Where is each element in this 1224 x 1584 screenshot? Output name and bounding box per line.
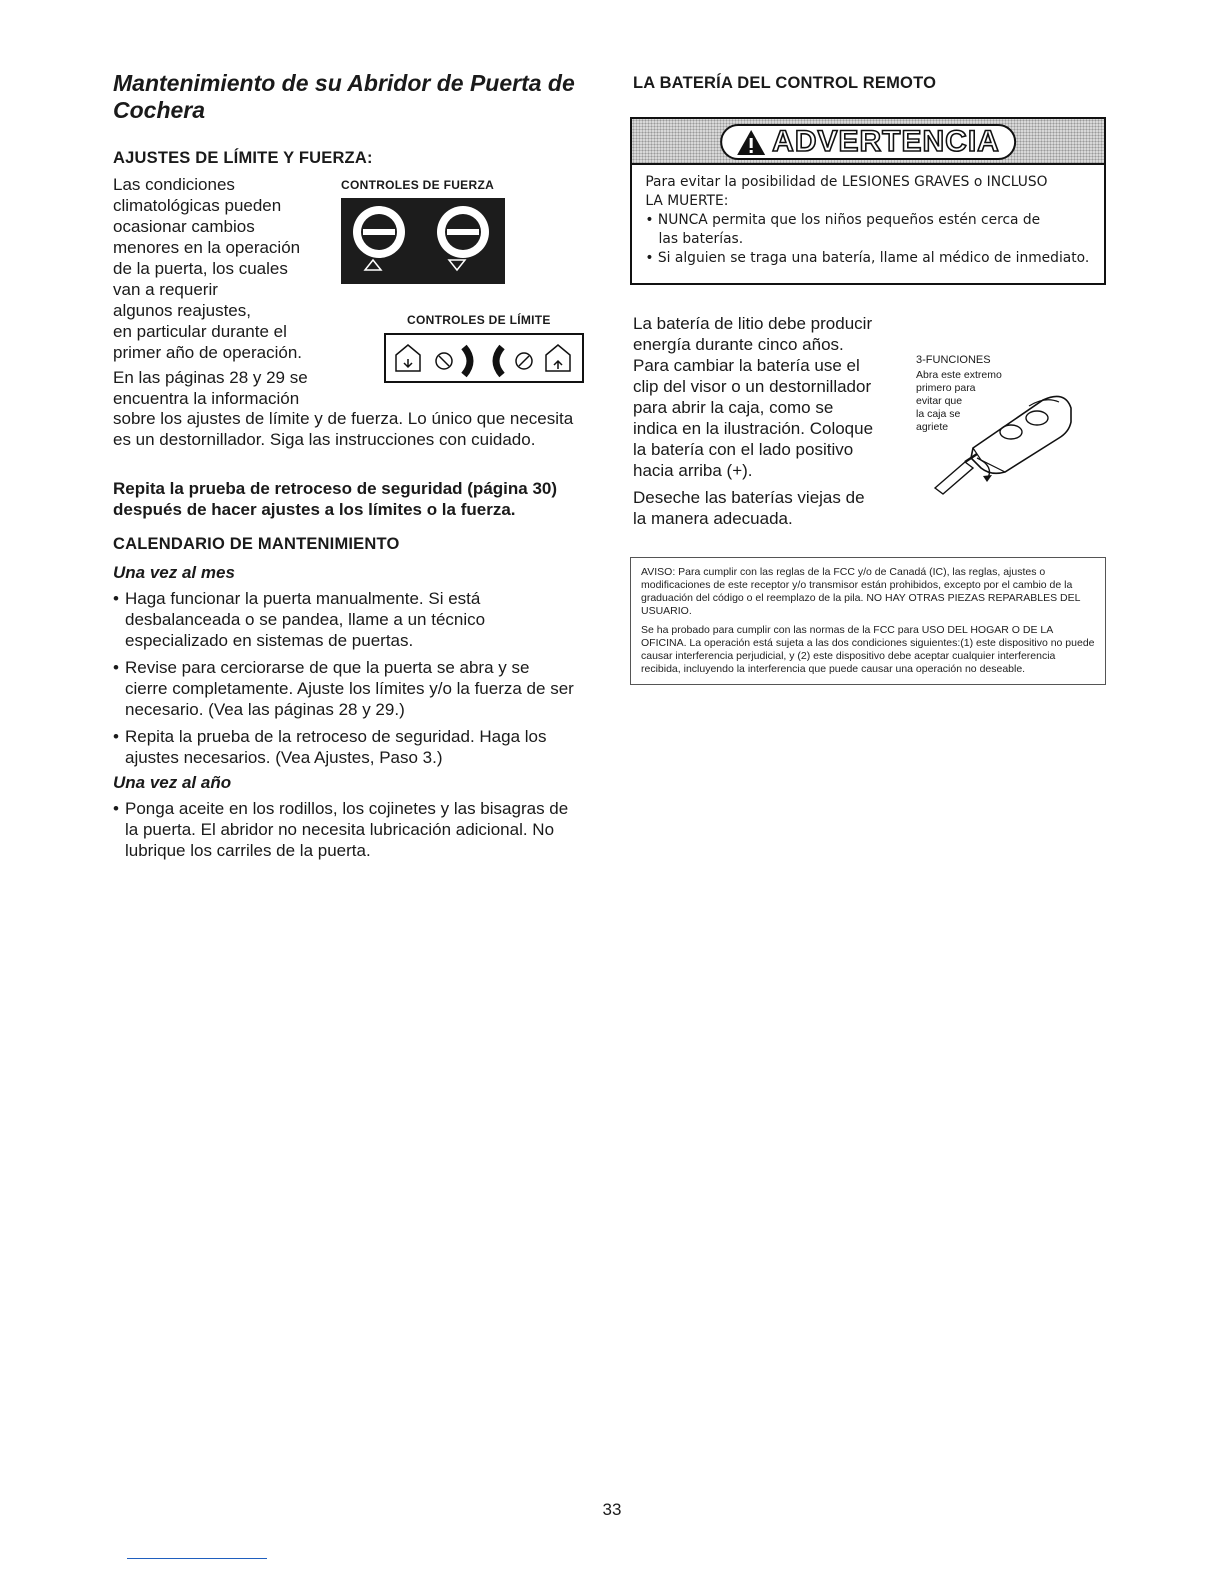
- warning-box: [630, 117, 1106, 285]
- caption-line: primero para: [916, 382, 976, 394]
- page-title: Mantenimiento de su Abridor de Puerta de Cochera: [113, 70, 575, 123]
- caption-line: evitar que: [916, 395, 963, 407]
- text-line: climatológicas pueden: [113, 196, 282, 215]
- yearly-subheading: Una vez al año: [113, 773, 232, 792]
- force-controls-figure: [341, 198, 505, 284]
- warning-line: • NUNCA permita que los niños pequeños estén cerca de: [645, 212, 1041, 228]
- safety-reverse-note: Repita la prueba de retroceso de seguridad (página 30) después de hacer ajustes a los límites o la fuerza.: [113, 479, 558, 519]
- list-item: • Haga funcionar la puerta manualmente. Si está desbalanceada o se pandea, llame a un técnico especializado en sistemas de puertas.: [113, 588, 575, 651]
- warning-title: ADVERTENCIA: [772, 125, 1000, 158]
- text-line: encuentra la información: [113, 389, 300, 408]
- section-heading-battery: LA BATERÍA DEL CONTROL REMOTO: [633, 74, 937, 92]
- fcc-notice-box: [630, 557, 1106, 685]
- warning-line: Para evitar la posibilidad de LESIONES GRAVES o INCLUSO: [645, 174, 1048, 190]
- monthly-task-list: [113, 588, 575, 774]
- text-line: de la puerta, los cuales: [113, 259, 288, 278]
- text-line: Para cambiar la batería use el: [633, 356, 860, 375]
- list-item: • Revise para cerciorarse de que la puerta se abra y se cierre completamente. Ajuste los límites y/o la fuerza de ser necesario. (Vea las páginas 28 y 29.): [113, 657, 575, 720]
- limit-screws-image: [386, 335, 582, 381]
- fcc-notice-text: [641, 566, 1095, 676]
- text-line: en particular durante el: [113, 322, 287, 341]
- limits-continuation-text: sobre los ajustes de límite y de fuerza. Lo único que necesita es un destornillador. Siga las instrucciones con cuidado.: [113, 409, 574, 449]
- limit-controls-label: CONTROLES DE LÍMITE: [407, 313, 551, 327]
- caption-line: la caja se: [916, 408, 961, 420]
- text-line: Deseche las baterías viejas de: [633, 488, 865, 507]
- text-line: ocasionar cambios: [113, 217, 255, 236]
- remote-opening-image: [925, 380, 1075, 495]
- force-dials-image: [341, 198, 505, 284]
- text-line: hacia arriba (+).: [633, 461, 753, 480]
- text-line: la manera adecuada.: [633, 509, 793, 528]
- text-line: La batería de litio debe producir: [633, 314, 873, 333]
- list-item: • Repita la prueba de la retroceso de seguridad. Haga los ajustes necesarios. (Vea Ajustes, Paso 3.): [113, 726, 575, 768]
- warning-line: • Si alguien se traga una batería, llame al médico de inmediato.: [645, 250, 1090, 266]
- text-line: indica en la ilustración. Coloque: [633, 419, 874, 438]
- page-number: 33: [602, 1500, 622, 1519]
- list-item: • Ponga aceite en los rodillos, los cojinetes y las bisagras de la puerta. El abridor no necesita lubricación adicional. No lubrique los carriles de la puerta.: [113, 798, 583, 861]
- notice-paragraph: Se ha probado para cumplir con las normas de la FCC para USO DEL HOGAR O DE LA OFICINA. La operación está sujeta a las dos condiciones siguientes:(1) este dispositivo no puede causar interferencia perjudicial, y (2) este dispositivo debe aceptar cualquier interferencia recibida, incluyendo la interferencia que puede causar una operación no deseable.: [641, 624, 1095, 675]
- text-line: energía durante cinco años.: [633, 335, 844, 354]
- caption-line: Abra este extremo: [916, 369, 1002, 381]
- warning-triangle-icon: [736, 129, 766, 156]
- text-line: primer año de operación.: [113, 343, 303, 362]
- section-heading-schedule: CALENDARIO DE MANTENIMIENTO: [113, 535, 400, 553]
- text-line: la batería con el lado positivo: [633, 440, 854, 459]
- battery-instructions-text: [633, 313, 903, 529]
- remote-illustration: [925, 380, 1075, 495]
- text-line: clip del visor o un destornillador: [633, 377, 872, 396]
- limits-intro-text: [113, 174, 343, 409]
- section-heading-limits: AJUSTES DE LÍMITE Y FUERZA:: [113, 149, 373, 167]
- warning-header: [632, 119, 1104, 165]
- remote-label: 3-FUNCIONES: [916, 354, 991, 366]
- force-controls-label: CONTROLES DE FUERZA: [341, 178, 495, 192]
- warning-text: [632, 165, 1090, 276]
- text-line: van a requerir: [113, 280, 218, 299]
- notice-paragraph: AVISO: Para cumplir con las reglas de la FCC y/o de Canadá (IC), las reglas, ajustes o modificaciones de este receptor y/o transmisor están prohibidos, excepto por el cambio de la graduación del código o el reemplazo de la pila. NO HAY OTRAS PIEZAS REPARABLES DEL USUARIO.: [641, 566, 1081, 617]
- monthly-subheading: Una vez al mes: [113, 563, 235, 582]
- limit-controls-figure: [384, 333, 584, 383]
- warning-badge: [720, 124, 1016, 160]
- yearly-task-list: [113, 798, 583, 867]
- caption-line: agriete: [916, 421, 949, 433]
- text-line: algunos reajustes,: [113, 301, 251, 320]
- text-line: En las páginas 28 y 29 se: [113, 368, 308, 387]
- warning-line: las baterías.: [645, 231, 744, 247]
- text-line: Las condiciones: [113, 175, 235, 194]
- footer-rule: [127, 1558, 267, 1559]
- text-line: menores en la operación: [113, 238, 301, 257]
- warning-line: LA MUERTE:: [645, 193, 729, 209]
- text-line: para abrir la caja, como se: [633, 398, 834, 417]
